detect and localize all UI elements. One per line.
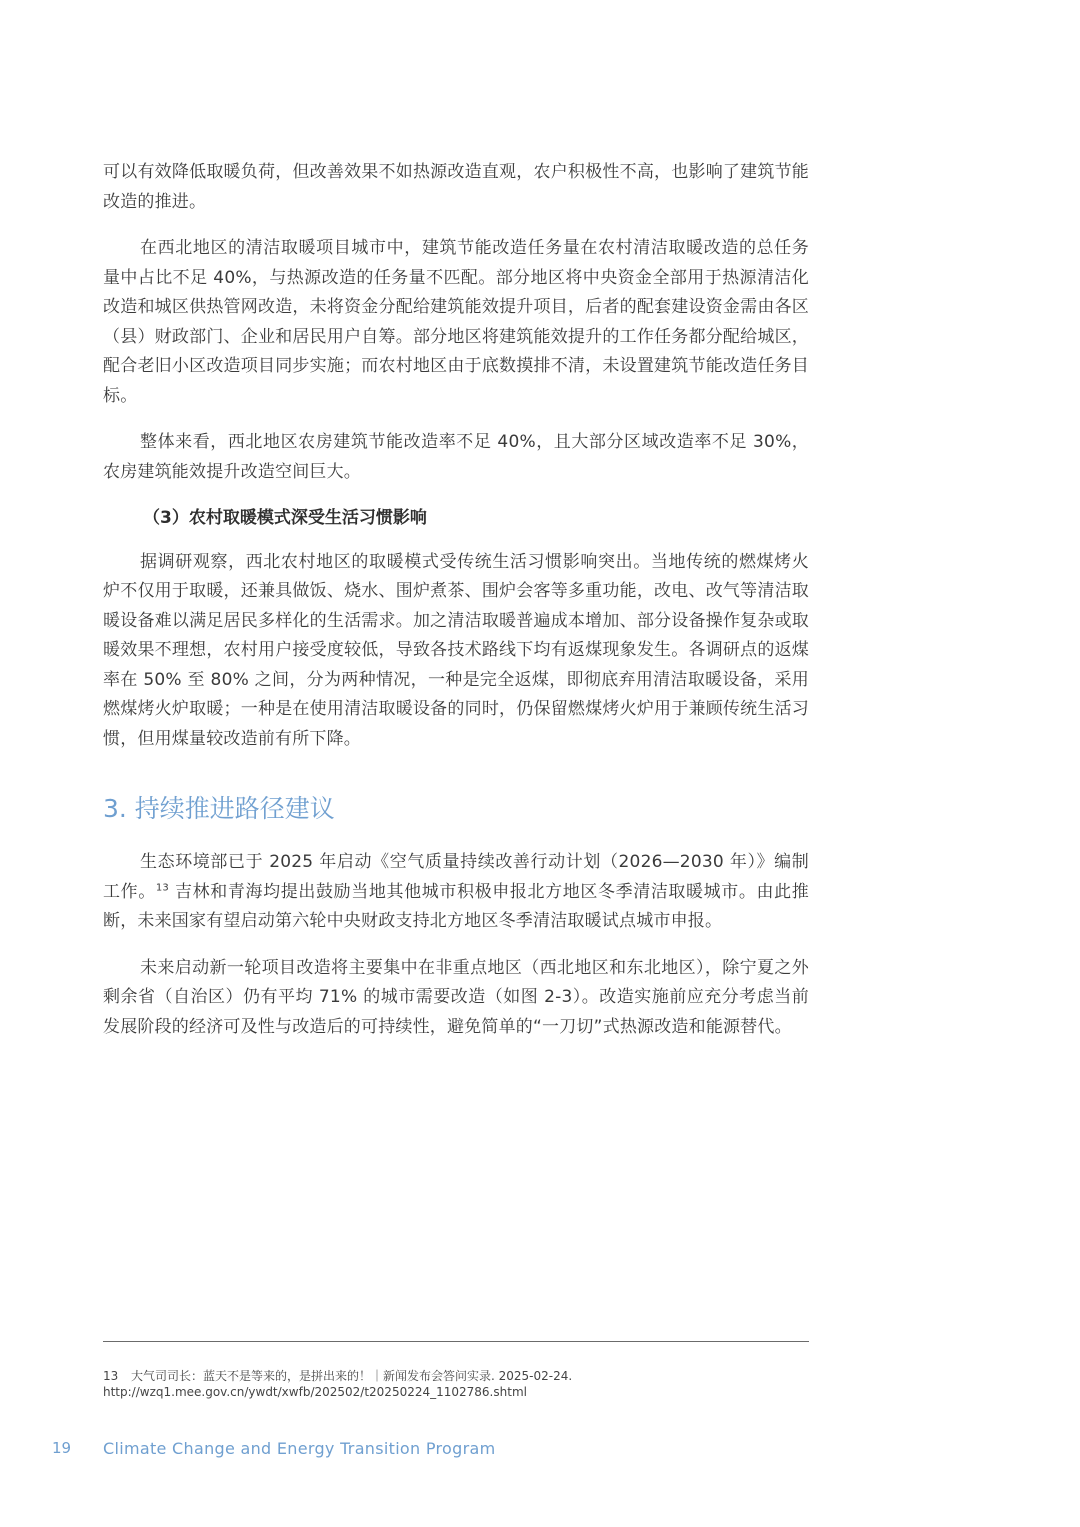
paragraph-5-part-b: 吉林和青海均提出鼓励当地其他城市积极申报北方地区冬季清洁取暖城市。由此推断，未来国家有望启动第六轮中央财政支持北方地区冬季清洁取暖试点城市申报。	[103, 881, 809, 931]
footnote-number: 13	[103, 1369, 119, 1383]
page-number: 19	[52, 1439, 72, 1457]
paragraph-2: 在西北地区的清洁取暖项目城市中，建筑节能改造任务量在农村清洁取暖改造的总任务量中占比不足 40%，与热源改造的任务量不匹配。部分地区将中央资金全部用于热源清洁化改造和城区供热管网改造，未将资金分配给建筑能效提升项目，后者的配套建设资金需由各区（县）财政部门、企业和居民用户自筹。部分地区将建筑能效提升的工作任务都分配给城区，配合老旧小区改造项目同步实施；而农村地区由于底数摸排不清，未设置建筑节能改造任务目标。	[103, 238, 809, 406]
footnote-text: 大气司司长：蓝天不是等来的，是拼出来的！｜新闻发布会答问实录. 2025-02-24. http://wzq1.mee.gov.cn/ywdt/xwfb/202502/t20250224_1102786.shtml	[103, 1369, 573, 1399]
paragraph-5-part-a: 生态环境部已于 2025 年启动《空气质量持续改善行动计划（2026—2030 年）》编制工作。	[103, 852, 809, 902]
footer-title: Climate Change and Energy Transition Program	[103, 1439, 496, 1458]
paragraph-5	[103, 848, 809, 937]
section-title: 3. 持续推进路径建议	[103, 794, 335, 823]
footnote-reference[interactable]: 13	[155, 881, 169, 893]
subsection-heading: （3）农村取暖模式深受生活习惯影响	[143, 508, 427, 528]
paragraph-3: 整体来看，西北地区农房建筑节能改造率不足 40%，且大部分区域改造率不足 30%，农房建筑能效提升改造空间巨大。	[103, 432, 809, 482]
footnote-divider	[103, 1341, 809, 1342]
page-footer	[0, 1439, 1080, 1463]
paragraph-6: 未来启动新一轮项目改造将主要集中在非重点地区（西北地区和东北地区），除宁夏之外剩余省（自治区）仍有平均 71% 的城市需要改造（如图 2-3）。改造实施前应充分考虑当前发展阶段的经济可及性与改造后的可持续性，避免简单的“一刀切”式热源改造和能源替代。	[103, 957, 809, 1037]
paragraph-4: 据调研观察，西北农村地区的取暖模式受传统生活习惯影响突出。当地传统的燃煤烤火炉不仅用于取暖，还兼具做饭、烧水、围炉煮茶、围炉会客等多重功能，改电、改气等清洁取暖设备难以满足居民多样化的生活需求。加之清洁取暖普遍成本增加、部分设备操作复杂或取暖效果不理想，农村用户接受度较低，导致各技术路线下均有返煤现象发生。各调研点的返煤率在 50% 至 80% 之间，分为两种情况，一种是完全返煤，即彻底弃用清洁取暖设备，采用燃煤烤火炉取暖；一种是在使用清洁取暖设备的同时，仍保留燃煤烤火炉用于兼顾传统生活习惯，但用煤量较改造前有所下降。	[103, 551, 809, 749]
paragraph-1: 可以有效降低取暖负荷，但改善效果不如热源改造直观，农户积极性不高，也影响了建筑节能改造的推进。	[103, 162, 809, 212]
main-content	[103, 158, 809, 1059]
footnote	[103, 1368, 809, 1400]
